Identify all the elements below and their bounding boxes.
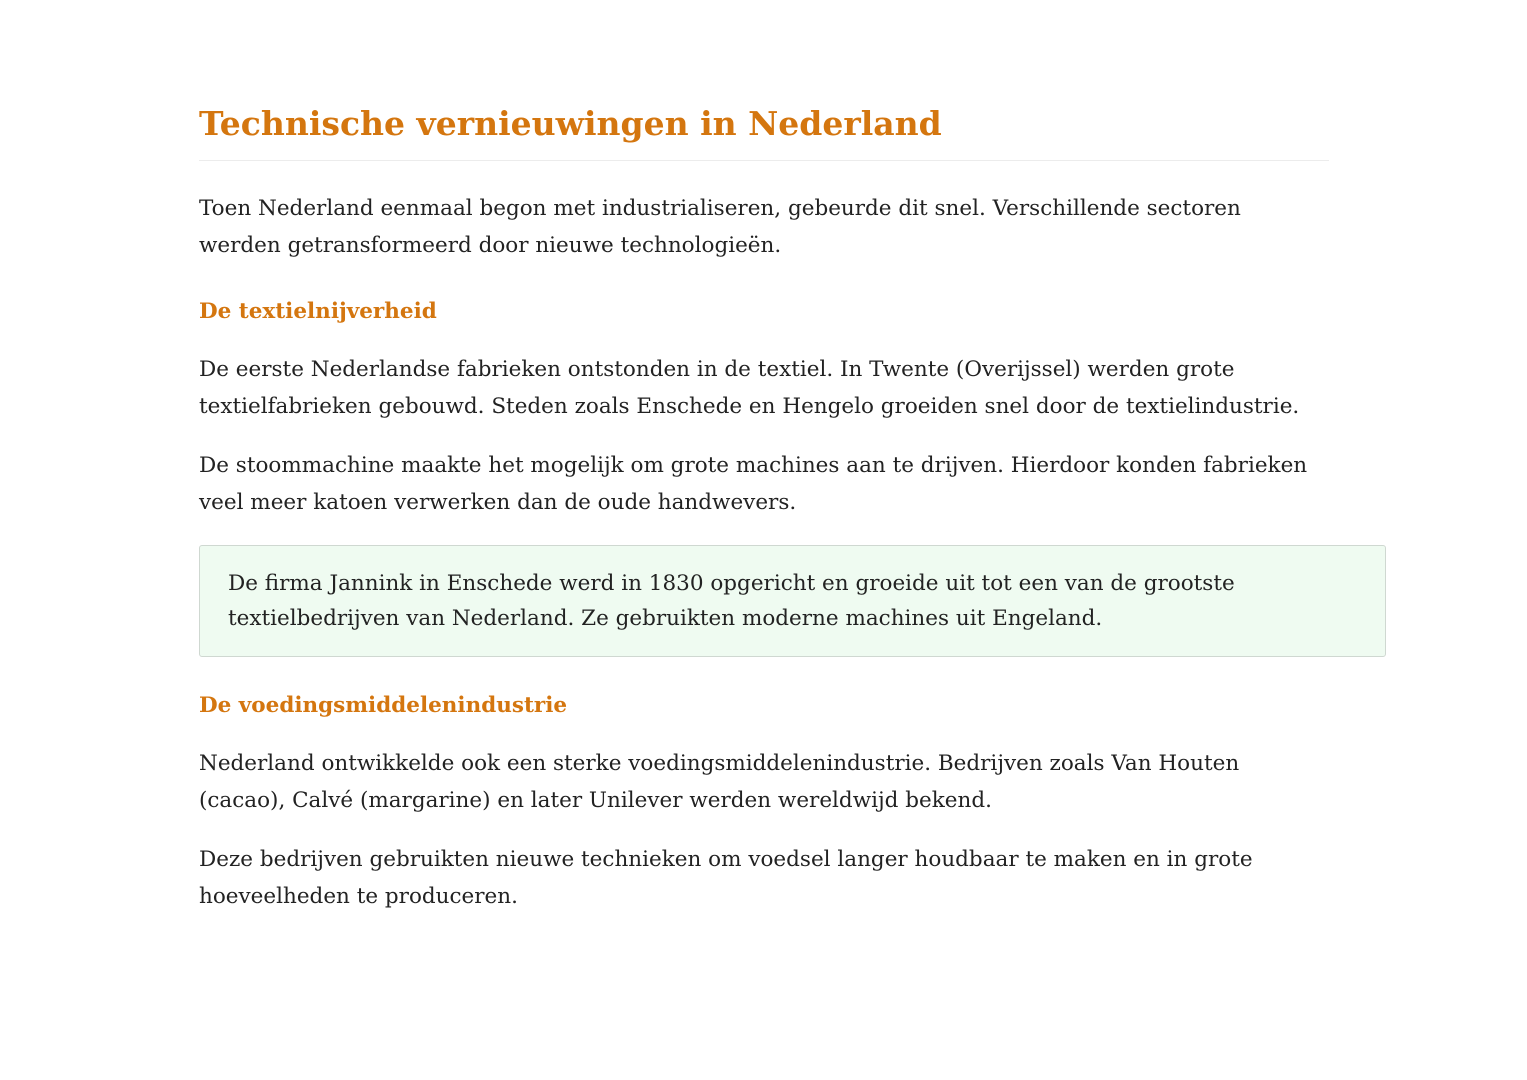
intro-paragraph: Toen Nederland eenmaal begon met industrialiseren, gebeurde dit snel. Verschillende sectoren werden getransformeerd door nieuwe technologieën.	[199, 196, 1241, 258]
callout-text: De firma Jannink in Enschede werd in 1830 opgericht en groeide uit tot een van de grootste textielbedrijven van Nederland. Ze gebruikten moderne machines uit Engeland.	[228, 571, 1235, 631]
paragraph-voeding-1: Nederland ontwikkelde ook een sterke voedingsmiddelenindustrie. Bedrijven zoals Van Houten (cacao), Calvé (margarine) en later Unilever werden wereldwijd bekend.	[199, 751, 1240, 813]
paragraph-textiel-2: De stoommachine maakte het mogelijk om grote machines aan te drijven. Hierdoor konden fabrieken veel meer katoen verwerken dan de oude handwevers.	[199, 453, 1308, 515]
page-title: Technische vernieuwingen in Nederland	[199, 100, 1329, 161]
article	[199, 100, 1386, 915]
section-heading-textiel: De textielnijverheid	[199, 299, 437, 324]
paragraph-voeding-2: Deze bedrijven gebruikten nieuwe technieken om voedsel langer houdbaar te maken en in grote hoeveelheden te produceren.	[199, 847, 1253, 909]
section-heading-voeding: De voedingsmiddelenindustrie	[199, 693, 568, 718]
example-callout	[199, 545, 1386, 657]
paragraph-textiel-1: De eerste Nederlandse fabrieken ontstonden in de textiel. In Twente (Overijssel) werden grote textielfabrieken gebouwd. Steden zoals Enschede en Hengelo groeiden snel door de textielindustrie.	[199, 357, 1300, 419]
